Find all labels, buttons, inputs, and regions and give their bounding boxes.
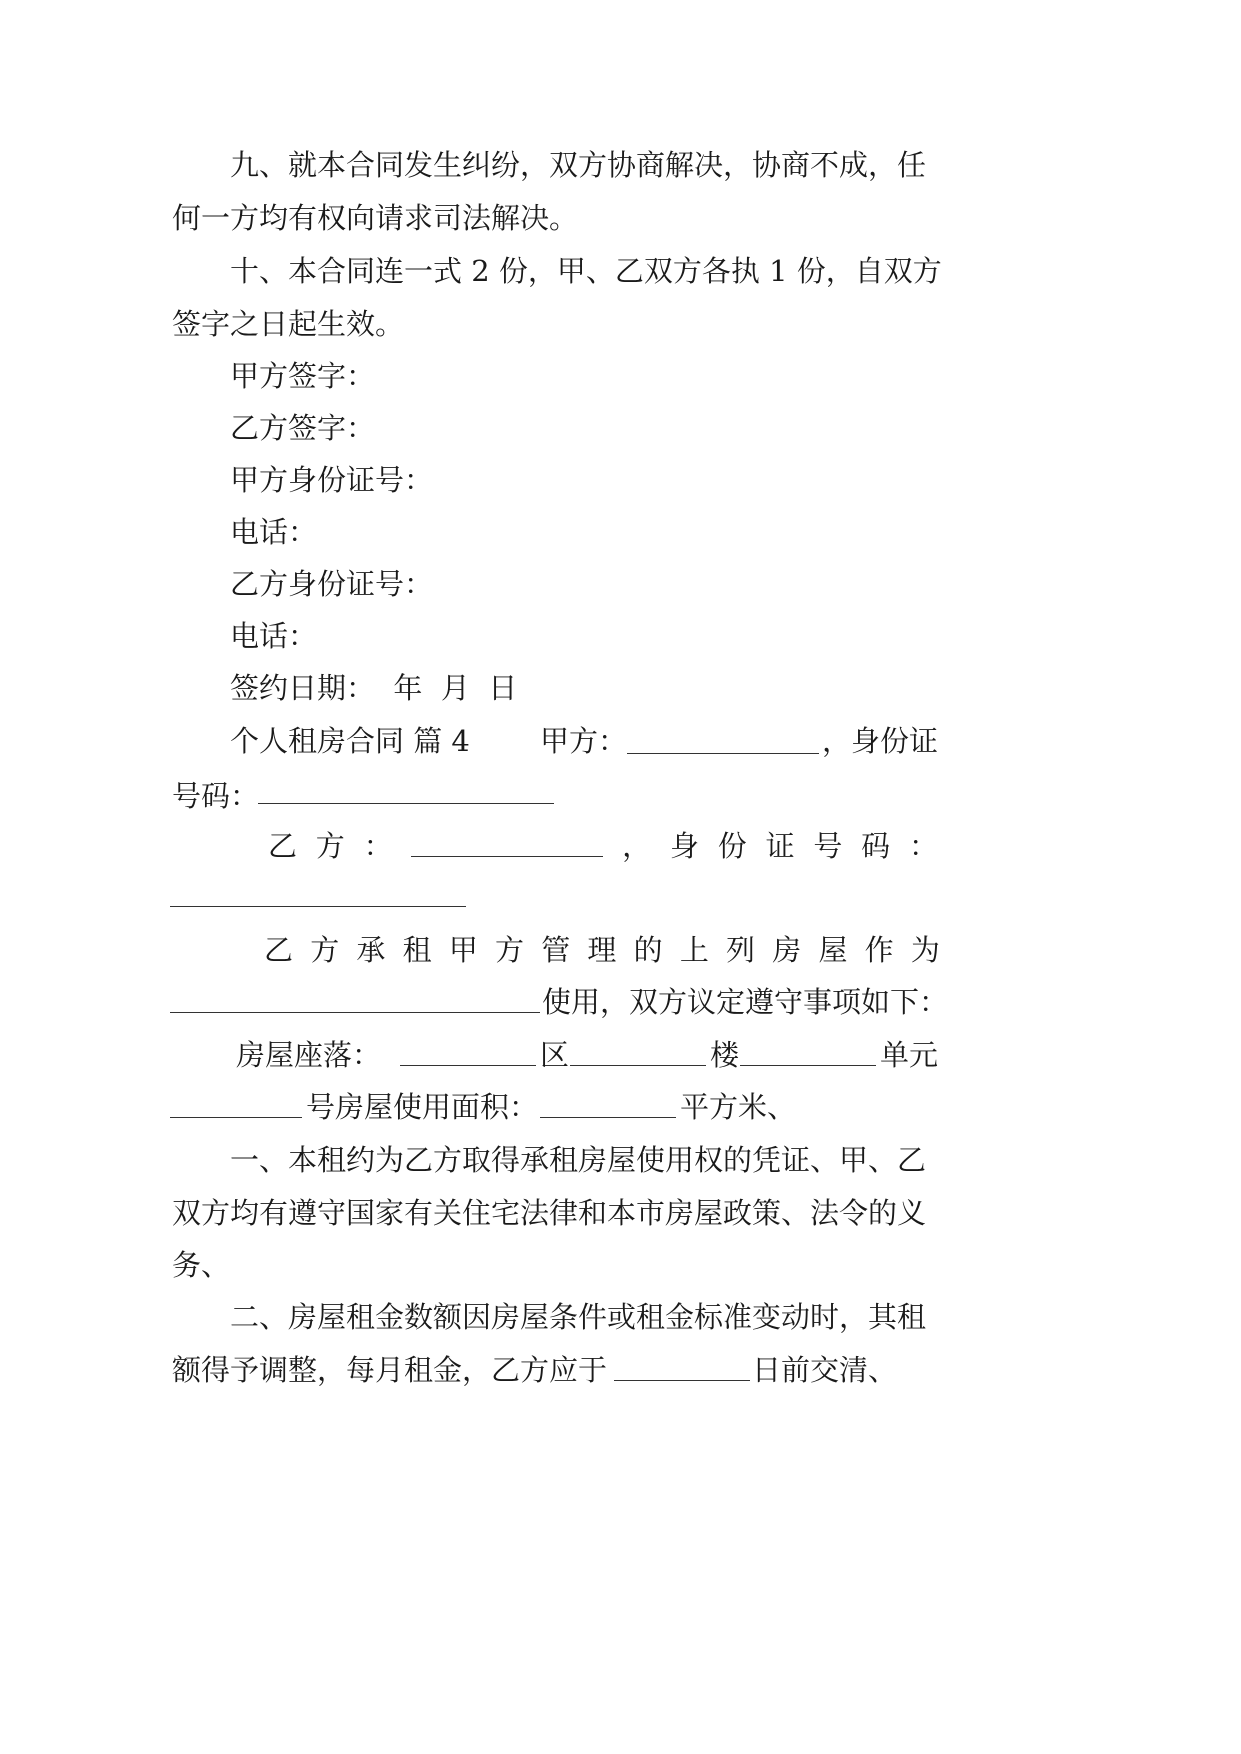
char: 为	[910, 933, 940, 967]
clause-2-line-1: 二、房屋租金数额因房屋条件或租金标准变动时，其租	[230, 1300, 927, 1334]
clause-2-line-2: 额得予调整，每月租金，乙方应于	[172, 1353, 608, 1387]
char: 号	[813, 829, 843, 863]
party-b-line	[268, 826, 938, 866]
sign-date-label: 签约日期： 年 月 日	[230, 671, 518, 705]
char: 管	[541, 933, 571, 967]
char: 的	[633, 933, 663, 967]
char: ：	[908, 829, 938, 863]
payment-day-blank	[614, 1380, 750, 1381]
char: 乙	[264, 933, 294, 967]
party-b-name-blank	[411, 826, 603, 857]
area-unit-label: 平方米、	[680, 1090, 797, 1124]
party-b-id-label: 乙方身份证号：	[230, 567, 434, 601]
party-a-id-number-label: 号码：	[172, 779, 260, 813]
char: 承	[356, 933, 386, 967]
usage-purpose-blank	[170, 1012, 540, 1013]
location-label: 房屋座落：	[236, 1038, 382, 1072]
party-a-phone-label: 电话：	[230, 515, 318, 549]
char: 方	[495, 933, 525, 967]
char: ，	[622, 829, 652, 863]
building-label: 楼	[710, 1038, 740, 1072]
char: ：	[363, 829, 393, 863]
building-blank	[570, 1065, 706, 1066]
party-b-phone-label: 电话：	[230, 619, 318, 653]
party-b-signature-label: 乙方签字：	[230, 411, 376, 445]
unit-blank	[740, 1065, 876, 1066]
char: 列	[726, 933, 756, 967]
party-a-label: 甲方：	[540, 724, 628, 758]
unit-label: 单元	[880, 1038, 939, 1072]
char: 方	[315, 829, 345, 863]
room-number-blank	[170, 1117, 302, 1118]
char: 理	[587, 933, 617, 967]
char: 作	[864, 933, 894, 967]
char: 屋	[818, 933, 848, 967]
char: 证	[765, 829, 795, 863]
char: 上	[679, 933, 709, 967]
party-b-id-blank	[170, 906, 466, 907]
char: 份	[717, 829, 747, 863]
char: 身	[669, 829, 699, 863]
clause-1-line-2: 双方均有遵守国家有关住宅法律和本市房屋政策、法令的义	[172, 1196, 927, 1230]
char: 房	[772, 933, 802, 967]
party-a-id-label: 甲方身份证号：	[230, 463, 434, 497]
party-a-id-prefix: ，身份证	[822, 724, 939, 758]
clause-1-line-3: 务、	[172, 1248, 231, 1282]
char: 甲	[448, 933, 478, 967]
usage-line-1	[264, 930, 940, 970]
party-a-id-blank	[258, 803, 554, 804]
clause-9-line-2: 何一方均有权向请求司法解决。	[172, 201, 579, 235]
clause-10-line-1: 十、本合同连一式 2 份，甲、乙双方各执 1 份，自双方	[230, 254, 942, 288]
char: 码	[861, 829, 891, 863]
district-blank	[400, 1065, 536, 1066]
area-label: 号房屋使用面积：	[306, 1090, 539, 1124]
char: 乙	[268, 829, 298, 863]
char: 方	[310, 933, 340, 967]
district-label: 区	[540, 1038, 570, 1072]
party-a-signature-label: 甲方签字：	[230, 359, 376, 393]
party-a-name-blank	[627, 753, 819, 754]
area-blank	[540, 1117, 676, 1118]
clause-2-line-2-end: 日前交清、	[752, 1353, 898, 1387]
clause-9-line-1: 九、就本合同发生纠纷，双方协商解决，协商不成，任	[230, 148, 927, 182]
contract-heading: 个人租房合同 篇 4	[230, 724, 470, 758]
clause-10-line-2: 签字之日起生效。	[172, 307, 405, 341]
clause-1-line-1: 一、本租约为乙方取得承租房屋使用权的凭证、甲、乙	[230, 1143, 927, 1177]
char: 租	[402, 933, 432, 967]
usage-line-2: 使用，双方议定遵守事项如下：	[542, 985, 949, 1019]
